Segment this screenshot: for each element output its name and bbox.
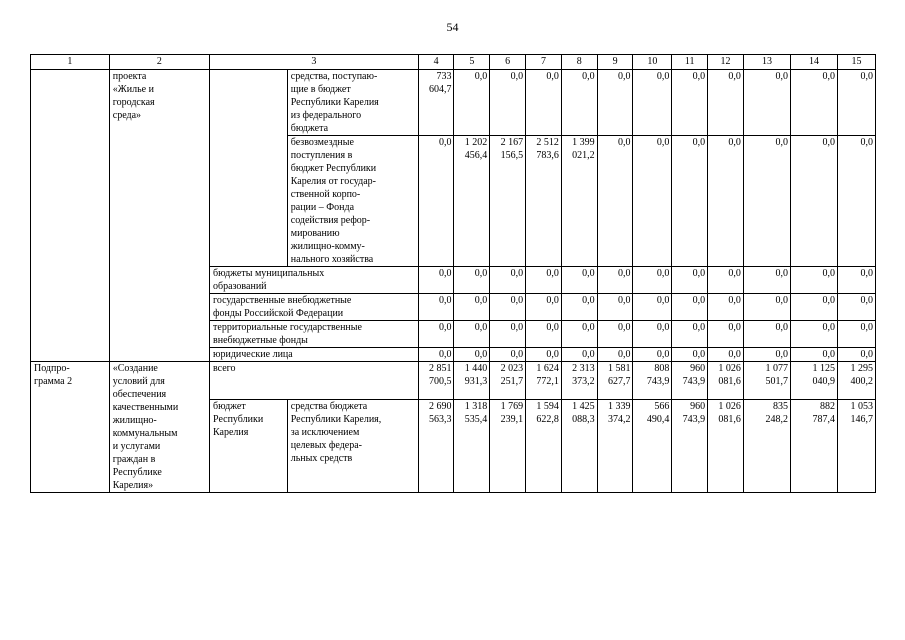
- value-cell: 0,0: [838, 136, 876, 267]
- value-cell: 0,0: [838, 294, 876, 321]
- value-cell: 0,0: [633, 267, 672, 294]
- budget-table: [30, 54, 876, 493]
- empty-cell: [31, 70, 110, 362]
- value-cell: 0,0: [708, 348, 744, 362]
- value-cell: 0,0: [526, 70, 562, 136]
- value-cell: 0,0: [454, 321, 490, 348]
- value-cell: 2 023 251,7: [490, 362, 526, 400]
- value-cell: 733 604,7: [418, 70, 454, 136]
- value-cell: 1 295 400,2: [838, 362, 876, 400]
- header-cell: 12: [708, 55, 744, 70]
- value-cell: 0,0: [633, 136, 672, 267]
- value-cell: 1 339 374,2: [597, 400, 633, 493]
- row-label: безвозмездные поступления в бюджет Республики Карелия от государ- ственной корпо- рации – Фонда содействия рефор- мированию жилищно-комму- нального хозяйства: [287, 136, 418, 267]
- value-cell: 1 202 456,4: [454, 136, 490, 267]
- value-cell: 0,0: [561, 348, 597, 362]
- subprogram-title: Подпро- грамма 2: [31, 362, 110, 493]
- empty-cell: [210, 70, 288, 267]
- header-cell: 6: [490, 55, 526, 70]
- value-cell: 0,0: [597, 321, 633, 348]
- value-cell: 0,0: [790, 267, 837, 294]
- value-cell: 0,0: [454, 348, 490, 362]
- value-cell: 0,0: [743, 348, 790, 362]
- table-row-federal: [31, 70, 876, 136]
- value-cell: 1 769 239,1: [490, 400, 526, 493]
- value-cell: 1 026 081,6: [708, 400, 744, 493]
- value-cell: 0,0: [561, 70, 597, 136]
- value-cell: 0,0: [708, 294, 744, 321]
- value-cell: 835 248,2: [743, 400, 790, 493]
- value-cell: 1 125 040,9: [790, 362, 837, 400]
- header-cell: 9: [597, 55, 633, 70]
- column-number-row: [31, 55, 876, 70]
- value-cell: 1 440 931,3: [454, 362, 490, 400]
- table-row-subprogram-total: [31, 362, 876, 400]
- value-cell: 0,0: [743, 321, 790, 348]
- page-number: 54: [446, 20, 459, 34]
- value-cell: 0,0: [790, 348, 837, 362]
- value-cell: 1 425 088,3: [561, 400, 597, 493]
- row-label: средства, поступаю- щие в бюджет Республики Карелия из федерального бюджета: [287, 70, 418, 136]
- value-cell: 566 490,4: [633, 400, 672, 493]
- value-cell: 0,0: [561, 267, 597, 294]
- value-cell: 1 026 081,6: [708, 362, 744, 400]
- value-cell: 0,0: [561, 294, 597, 321]
- value-cell: 0,0: [526, 321, 562, 348]
- value-cell: 0,0: [672, 348, 708, 362]
- value-cell: 0,0: [597, 267, 633, 294]
- value-cell: 0,0: [743, 136, 790, 267]
- value-cell: 0,0: [708, 321, 744, 348]
- header-cell: 14: [790, 55, 837, 70]
- value-cell: 0,0: [672, 321, 708, 348]
- row-label: бюджеты муниципальных образований: [210, 267, 419, 294]
- value-cell: 960 743,9: [672, 362, 708, 400]
- value-cell: 1 399 021,2: [561, 136, 597, 267]
- value-cell: 0,0: [526, 294, 562, 321]
- value-cell: 0,0: [672, 70, 708, 136]
- row-label: средства бюджета Республики Карелия, за исключением целевых федера- льных средств: [287, 400, 418, 493]
- value-cell: 2 167 156,5: [490, 136, 526, 267]
- header-cell: 5: [454, 55, 490, 70]
- value-cell: 0,0: [790, 136, 837, 267]
- value-cell: 0,0: [454, 267, 490, 294]
- row-label: государственные внебюджетные фонды Российской Федерации: [210, 294, 419, 321]
- value-cell: 0,0: [418, 294, 454, 321]
- value-cell: 0,0: [838, 267, 876, 294]
- value-cell: 2 690 563,3: [418, 400, 454, 493]
- value-cell: 0,0: [633, 294, 672, 321]
- value-cell: 0,0: [597, 294, 633, 321]
- header-cell: 11: [672, 55, 708, 70]
- value-cell: 1 581 627,7: [597, 362, 633, 400]
- value-cell: 0,0: [633, 321, 672, 348]
- value-cell: 0,0: [708, 267, 744, 294]
- value-cell: 0,0: [526, 267, 562, 294]
- header-cell: 15: [838, 55, 876, 70]
- value-cell: 0,0: [708, 70, 744, 136]
- value-cell: 0,0: [743, 70, 790, 136]
- budget-source: бюджет Республики Карелия: [210, 400, 288, 493]
- value-cell: 0,0: [597, 70, 633, 136]
- value-cell: 0,0: [418, 321, 454, 348]
- value-cell: 2 851 700,5: [418, 362, 454, 400]
- value-cell: 808 743,9: [633, 362, 672, 400]
- subprogram-name: «Создание условий для обеспечения качественными жилищно- коммунальным и услугами граждан в Республике Карелия»: [109, 362, 209, 493]
- value-cell: 0,0: [633, 348, 672, 362]
- value-cell: 0,0: [418, 267, 454, 294]
- value-cell: 0,0: [743, 294, 790, 321]
- value-cell: 0,0: [490, 70, 526, 136]
- value-cell: 0,0: [526, 348, 562, 362]
- value-cell: 0,0: [597, 348, 633, 362]
- value-cell: 0,0: [672, 294, 708, 321]
- value-cell: 2 512 783,6: [526, 136, 562, 267]
- row-label: юридические лица: [210, 348, 419, 362]
- value-cell: 0,0: [490, 267, 526, 294]
- value-cell: 0,0: [561, 321, 597, 348]
- value-cell: 0,0: [633, 70, 672, 136]
- header-cell: 4: [418, 55, 454, 70]
- value-cell: 0,0: [672, 267, 708, 294]
- value-cell: 0,0: [790, 70, 837, 136]
- header-cell: 7: [526, 55, 562, 70]
- value-cell: 0,0: [454, 70, 490, 136]
- row-label: всего: [210, 362, 419, 400]
- value-cell: 882 787,4: [790, 400, 837, 493]
- value-cell: 0,0: [838, 321, 876, 348]
- value-cell: 1 077 501,7: [743, 362, 790, 400]
- value-cell: 2 313 373,2: [561, 362, 597, 400]
- value-cell: 0,0: [418, 348, 454, 362]
- value-cell: 0,0: [454, 294, 490, 321]
- header-cell: 10: [633, 55, 672, 70]
- header-cell: 13: [743, 55, 790, 70]
- header-cell: 2: [109, 55, 209, 70]
- value-cell: 1 594 622,8: [526, 400, 562, 493]
- value-cell: 0,0: [597, 136, 633, 267]
- header-cell: 3: [210, 55, 419, 70]
- value-cell: 1 318 535,4: [454, 400, 490, 493]
- value-cell: 0,0: [838, 348, 876, 362]
- value-cell: 0,0: [790, 294, 837, 321]
- value-cell: 0,0: [672, 136, 708, 267]
- value-cell: 960 743,9: [672, 400, 708, 493]
- value-cell: 1 053 146,7: [838, 400, 876, 493]
- value-cell: 0,0: [790, 321, 837, 348]
- value-cell: 0,0: [838, 70, 876, 136]
- value-cell: 0,0: [490, 294, 526, 321]
- row-label: территориальные государственные внебюджетные фонды: [210, 321, 419, 348]
- value-cell: 0,0: [743, 267, 790, 294]
- value-cell: 0,0: [418, 136, 454, 267]
- value-cell: 0,0: [490, 321, 526, 348]
- value-cell: 0,0: [708, 136, 744, 267]
- header-cell: 1: [31, 55, 110, 70]
- project-name: проекта «Жилье и городская среда»: [109, 70, 209, 362]
- value-cell: 0,0: [490, 348, 526, 362]
- header-cell: 8: [561, 55, 597, 70]
- value-cell: 1 624 772,1: [526, 362, 562, 400]
